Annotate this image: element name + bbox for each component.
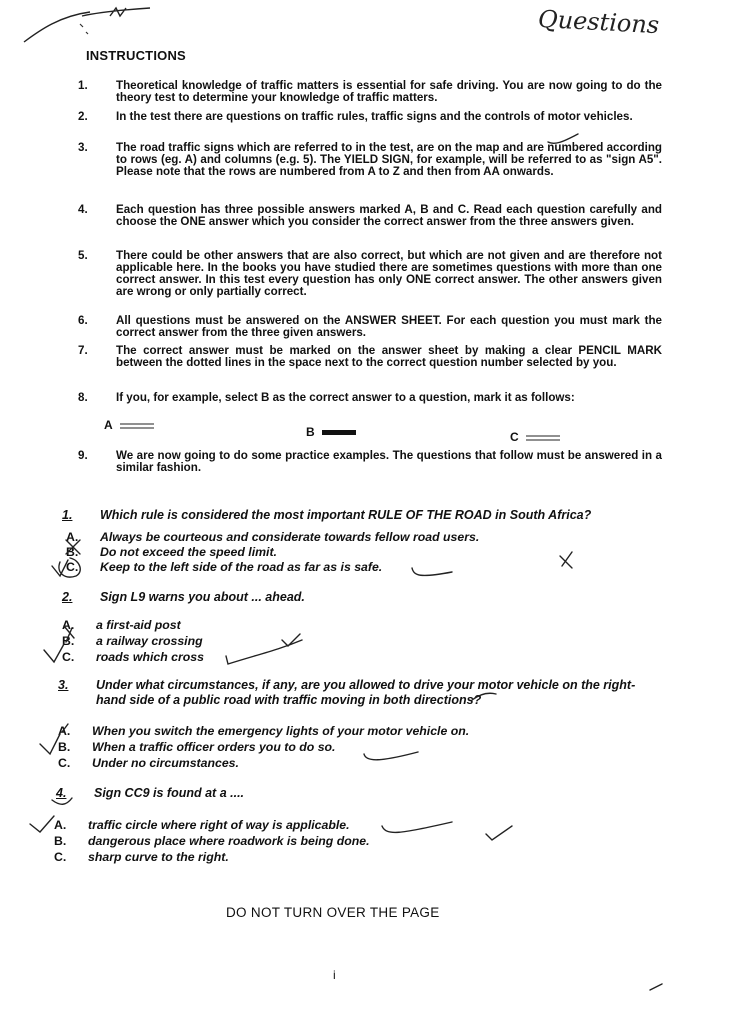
- instruction-item: [72, 142, 662, 178]
- example-mark-a: [104, 418, 156, 432]
- option-text: roads which cross: [96, 650, 204, 664]
- instruction-item: [72, 204, 662, 228]
- instruction-text: Theoretical knowledge of traffic matters is essential for safe driving. You are now going to do the theory test to determine your knowledge of traffic matters.: [116, 79, 662, 104]
- option-letter: B.: [58, 740, 71, 754]
- option-text: sharp curve to the right.: [88, 850, 229, 864]
- instruction-text: There could be other answers that are also correct, but which are not given and are therefore not applicable here. In the books you have studied there are sometimes questions with more than one correct answer. In this test every question has only ONE correct answer. The other answers given are wrong or only partially correct.: [116, 249, 662, 298]
- option-text: Do not exceed the speed limit.: [100, 545, 277, 559]
- example-mark-label: A: [104, 418, 113, 432]
- option-text: Under no circumstances.: [92, 756, 239, 770]
- option-text: Always be courteous and considerate towards fellow road users.: [100, 530, 480, 544]
- question-number: 2.: [62, 590, 73, 604]
- tick-mark: [282, 634, 300, 646]
- option-letter: C.: [54, 850, 67, 864]
- option-letter: B.: [62, 634, 75, 648]
- instruction-text: We are now going to do some practice examples. The questions that follow must be answered in a similar fashion.: [116, 449, 662, 474]
- option-letter: B.: [66, 545, 79, 559]
- instruction-text: If you, for example, select B as the correct answer to a question, mark it as follows:: [116, 391, 575, 404]
- instruction-number: 3.: [78, 141, 88, 154]
- question-text: Sign CC9 is found at a ....: [94, 786, 245, 800]
- option-letter: A.: [54, 818, 67, 832]
- instruction-text: In the test there are questions on traffic rules, traffic signs and the controls of motor vehicles.: [116, 110, 633, 123]
- empty-mark-lines: [526, 434, 562, 442]
- tick-mark: [486, 826, 512, 840]
- instruction-number: 8.: [78, 391, 88, 404]
- instruction-text: The road traffic signs which are referred to in the test, are on the map and are numbered according to rows (eg. A) and columns (e.g. 5). The YIELD SIGN, for example, will be referred to as "sign A5". Please note that the rows are numbered from A to Z and then from AA onwards.: [116, 141, 662, 178]
- handwritten-title: Questions: [537, 4, 660, 40]
- handwritten-scribble: [20, 2, 190, 52]
- question-number: 4.: [56, 786, 67, 800]
- instruction-number: 6.: [78, 314, 88, 327]
- filled-mark-bar: [322, 429, 358, 437]
- option-letter: B.: [54, 834, 67, 848]
- option-letter: A.: [66, 530, 79, 544]
- option-text: Keep to the left side of the road as far as is safe.: [100, 560, 383, 574]
- instruction-text: The correct answer must be marked on the answer sheet by making a clear PENCIL MARK between the dotted lines in the space next to the correct question number selected by you.: [116, 344, 662, 369]
- example-marks: [0, 418, 744, 448]
- question-number: 3.: [58, 678, 69, 692]
- instruction-item: [72, 315, 662, 339]
- instruction-item: [72, 345, 662, 369]
- instruction-number: 7.: [78, 344, 88, 357]
- option-text: a first-aid post: [96, 618, 181, 632]
- option-text: a railway crossing: [96, 634, 203, 648]
- option-text: When a traffic officer orders you to do so.: [92, 740, 336, 754]
- page-number: i: [333, 968, 336, 982]
- instruction-item: [72, 450, 662, 474]
- footer-notice: DO NOT TURN OVER THE PAGE: [226, 905, 440, 920]
- stroke-mark: [650, 984, 662, 990]
- tick-mark: [40, 734, 60, 754]
- instruction-item: [72, 392, 662, 404]
- instruction-item: [72, 250, 662, 298]
- option-letter: C.: [66, 560, 79, 574]
- option-text: traffic circle where right of way is applicable.: [88, 818, 350, 832]
- tick-mark: [30, 816, 54, 832]
- page-title: INSTRUCTIONS: [86, 48, 186, 63]
- instruction-number: 1.: [78, 79, 88, 92]
- option-text: dangerous place where roadwork is being done.: [88, 834, 370, 848]
- instruction-number: 2.: [78, 110, 88, 123]
- underline-stroke: [382, 822, 452, 832]
- instruction-text: Each question has three possible answers marked A, B and C. Read each question carefully and choose the ONE answer which you consider the correct answer from the three answers given.: [116, 203, 662, 228]
- option-letter: C.: [62, 650, 75, 664]
- example-mark-label: C: [510, 430, 519, 444]
- underline-stroke: [226, 640, 302, 664]
- option-letter: C.: [58, 756, 71, 770]
- instruction-number: 5.: [78, 249, 88, 262]
- example-mark-label: B: [306, 425, 315, 439]
- question-text: Under what circumstances, if any, are you allowed to drive your motor vehicle on the right-hand side of a public road with traffic moving in both directions?: [96, 678, 636, 707]
- instruction-number: 4.: [78, 203, 88, 216]
- option-letter: A.: [62, 618, 75, 632]
- example-mark-b: [306, 425, 358, 439]
- example-mark-c: [510, 430, 562, 444]
- cross-mark: [560, 552, 572, 568]
- tick-mark: [44, 644, 64, 662]
- question-text: Which rule is considered the most important RULE OF THE ROAD in South Africa?: [100, 508, 592, 522]
- option-letter: A.: [58, 724, 71, 738]
- instruction-item: [72, 111, 662, 123]
- question-text: Sign L9 warns you about ... ahead.: [100, 590, 305, 604]
- instruction-text: All questions must be answered on the ANSWER SHEET. For each question you must mark the correct answer from the three given answers.: [116, 314, 662, 339]
- underline-stroke: [412, 568, 452, 575]
- option-text: When you switch the emergency lights of your motor vehicle on.: [92, 724, 470, 738]
- empty-mark-lines: [120, 422, 156, 430]
- underline-stroke: [364, 752, 418, 760]
- instruction-item: [72, 80, 662, 104]
- question-number: 1.: [62, 508, 73, 522]
- instruction-number: 9.: [78, 449, 88, 462]
